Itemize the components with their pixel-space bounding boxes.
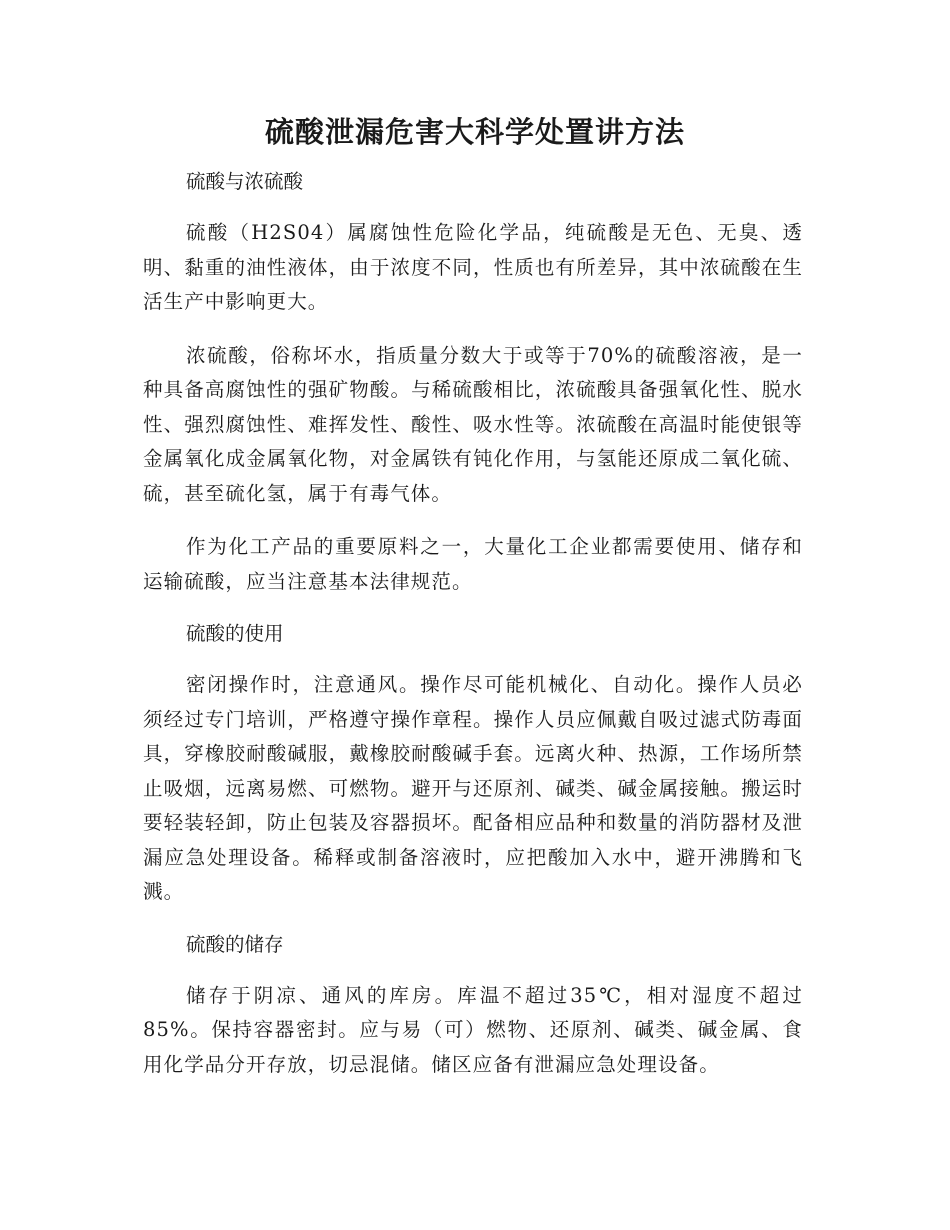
document-title: 硫酸泄漏危害大科学处置讲方法 [264,115,685,149]
paragraph-concentrated-sulfuric-acid: 浓硫酸，俗称坏水，指质量分数大于或等于70%的硫酸溶液，是一种具备高腐蚀性的强矿物酸。与稀硫酸相比，浓硫酸具备强氧化性、脱水性、强烈腐蚀性、难挥发性、酸性、吸水性等。浓硫酸在高温时能使银等金属氧化成金属氧化物，对金属铁有钝化作用，与氢能还原成二氧化硫、硫，甚至硫化氢，属于有毒气体。 [143,343,803,505]
paragraph-sulfuric-acid-definition: 硫酸（H2S04）属腐蚀性危险化学品，纯硫酸是无色、无臭、透明、黏重的油性液体，由于浓度不同，性质也有所差异，其中浓硫酸在生活生产中影响更大。 [143,221,803,313]
paragraph-usage: 密闭操作时，注意通风。操作尽可能机械化、自动化。操作人员必须经过专门培训，严格遵守操作章程。操作人员应佩戴自吸过滤式防毒面具，穿橡胶耐酸碱服，戴橡胶耐酸碱手套。远离火种、热源，工作场所禁止吸烟，远离易燃、可燃物。避开与还原剂、碱类、碱金属接触。搬运时要轻装轻卸，防止包装及容器损坏。配备相应品种和数量的消防器材及泄漏应急处理设备。稀释或制备溶液时，应把酸加入水中，避开沸腾和飞溅。 [143,673,803,903]
section-heading-storage: 硫酸的储存 [186,932,284,956]
paragraph-storage: 储存于阴凉、通风的库房。库温不超过35℃，相对湿度不超过85%。保持容器密封。应与易（可）燃物、还原剂、碱类、碱金属、食用化学品分开存放，切忌混储。储区应备有泄漏应急处理设备。 [143,983,803,1076]
paragraph-legal-norms: 作为化工产品的重要原料之一，大量化工企业都需要使用、储存和运输硫酸，应当注意基本法律规范。 [143,535,803,593]
document-body [143,166,803,1082]
section-heading-sulfuric-acid: 硫酸与浓硫酸 [186,170,304,193]
section-heading-usage: 硫酸的使用 [186,622,284,645]
